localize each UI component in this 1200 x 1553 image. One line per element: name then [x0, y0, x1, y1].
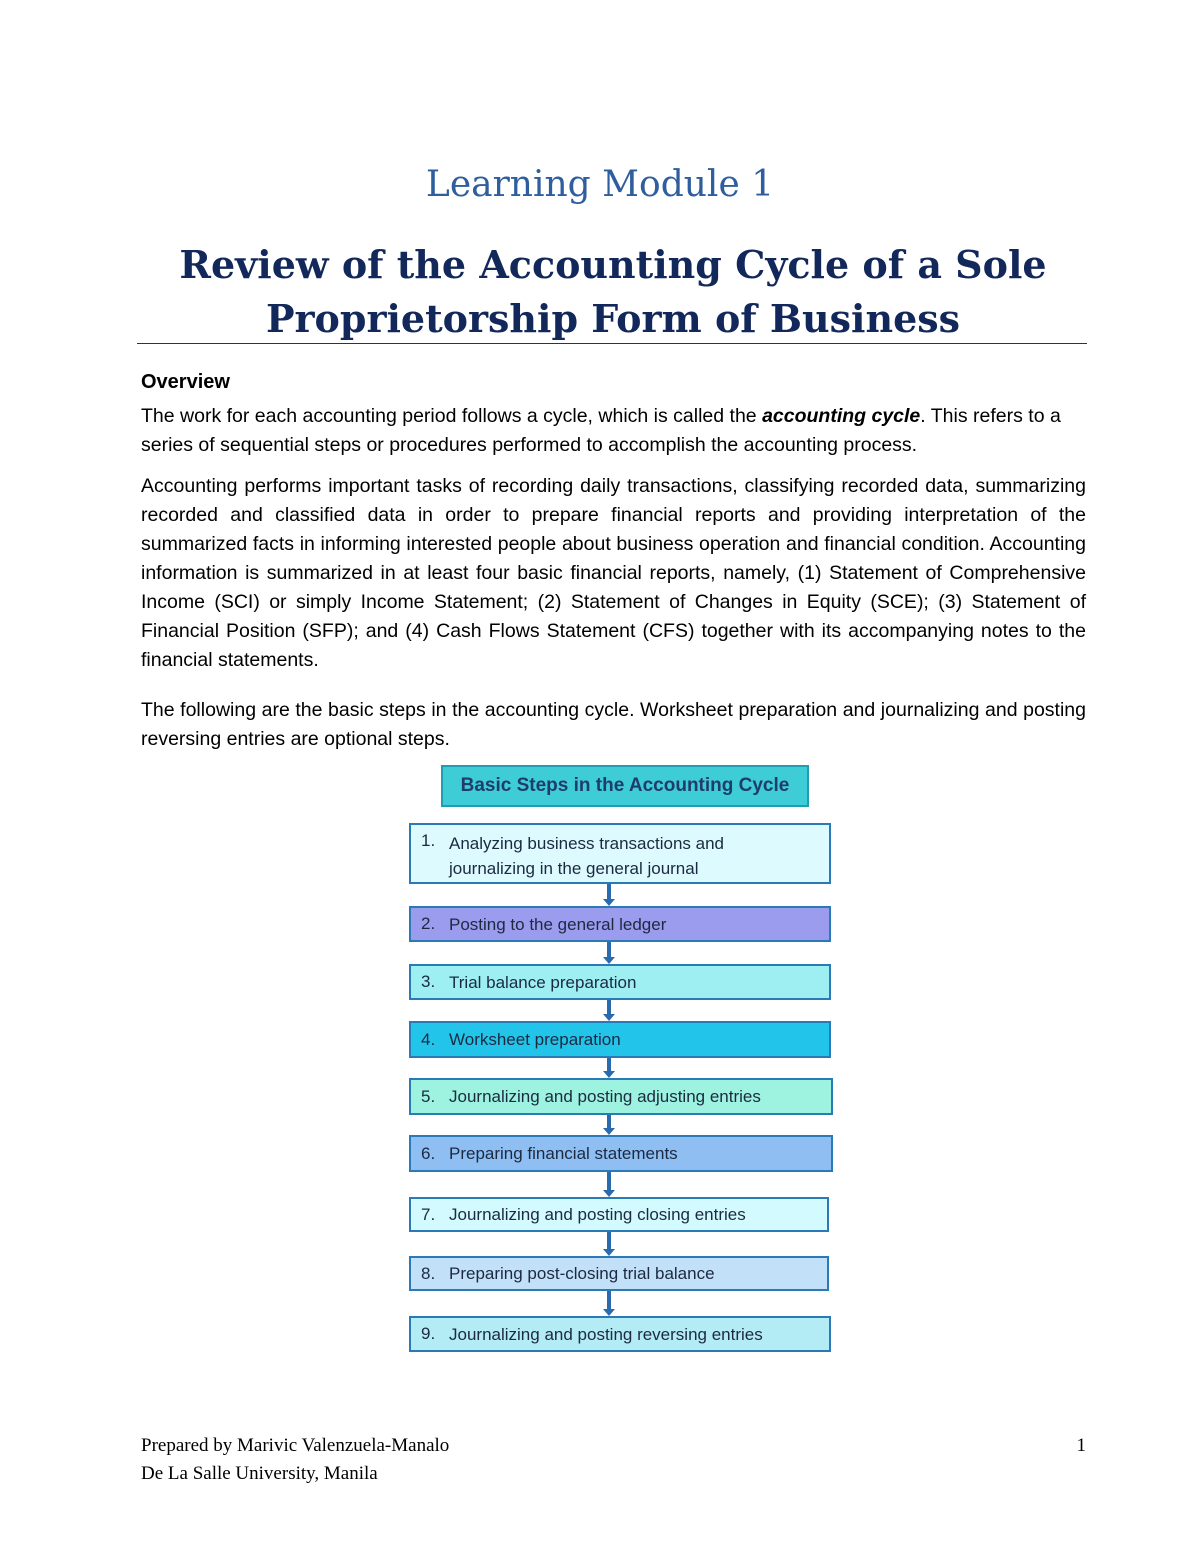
footer-institution: De La Salle University, Manila — [141, 1463, 378, 1484]
flowchart-step-1 — [409, 823, 831, 884]
overview-paragraph-2: Accounting performs important tasks of recording daily transactions, classifying recorded data, summarizing recorded and classified data in order to prepare financial reports and providing interpretation of the summarized facts in informing interested people about business operation and financial condition. Accounting information is summarized in at least four basic financial reports, namely, (1) Statement of Comprehensive Income (SCI) or simply Income Statement; (2) Statement of Changes in Equity (SCE); (3) Statement of Financial Position (SFP); and (4) Cash Flows Statement (CFS) together with its accompanying notes to the financial statements. — [141, 475, 1086, 671]
step-label: Journalizing and posting closing entries — [449, 1205, 746, 1224]
footer-prepared-by: Prepared by Marivic Valenzuela-Manalo — [141, 1435, 450, 1456]
page-title — [140, 238, 1086, 346]
step-label: Worksheet preparation — [449, 1030, 621, 1049]
overview-paragraph-3: The following are the basic steps in the accounting cycle. Worksheet preparation and journalizing and posting reversing entries are optional steps. — [141, 699, 1086, 750]
step-label: Trial balance preparation — [449, 972, 637, 992]
step-number: 6. — [421, 1143, 436, 1163]
p1-text-after: . This refers to a series of sequential steps or procedures performed to accomplish the accounting process. — [141, 405, 1061, 456]
accounting-cycle-term: accounting cycle — [762, 405, 921, 427]
step-number: 2. — [421, 914, 436, 933]
step-label: Journalizing and posting adjusting entries — [449, 1087, 761, 1106]
flowchart-step-4 — [409, 1021, 831, 1058]
title-line-1: Review of the Accounting Cycle of a Sole — [179, 242, 1047, 287]
step-label: Journalizing and posting reversing entries — [449, 1324, 763, 1344]
step-number: 3. — [421, 972, 436, 991]
page-footer — [141, 1432, 1086, 1488]
overview-paragraph-1 — [141, 402, 1086, 460]
flowchart-step-8 — [409, 1256, 829, 1291]
step-number: 8. — [421, 1263, 436, 1283]
flow-arrow-down — [604, 1115, 614, 1135]
p1-text-before: The work for each accounting period follows a cycle, which is called the — [141, 405, 763, 427]
step-label: Posting to the general ledger — [449, 914, 667, 934]
flowchart-step-2 — [409, 906, 831, 942]
step-number: 4. — [421, 1029, 436, 1049]
flow-arrow-down — [604, 1172, 614, 1197]
module-title: Learning Module 1 — [425, 164, 775, 205]
page-number: 1 — [1076, 1435, 1086, 1456]
title-line-2: Proprietorship Form of Business — [265, 296, 961, 341]
flow-arrow-down — [604, 1291, 614, 1316]
step-number: 7. — [421, 1204, 436, 1224]
step-label: Preparing financial statements — [449, 1144, 678, 1163]
step-number: 1. — [421, 831, 436, 850]
flowchart-step-9 — [409, 1316, 831, 1352]
step-number: 9. — [421, 1324, 436, 1343]
flow-arrow-down — [604, 1000, 614, 1021]
flowchart-step-3 — [409, 964, 831, 1000]
flow-arrow-down — [604, 884, 614, 906]
step-number: 5. — [421, 1086, 436, 1106]
flowchart-step-7 — [409, 1197, 829, 1232]
overview-heading: Overview — [141, 371, 230, 393]
flow-arrow-down — [604, 942, 614, 964]
step-label: Analyzing business transactions and journalizing in the general journal — [449, 834, 724, 878]
flow-arrow-down — [604, 1058, 614, 1078]
title-divider — [137, 343, 1087, 344]
flowchart-step-5 — [409, 1078, 833, 1115]
flowchart-title: Basic Steps in the Accounting Cycle — [441, 765, 809, 807]
flow-arrow-down — [604, 1232, 614, 1256]
flowchart-step-6 — [409, 1135, 833, 1172]
step-label: Preparing post-closing trial balance — [449, 1264, 715, 1283]
